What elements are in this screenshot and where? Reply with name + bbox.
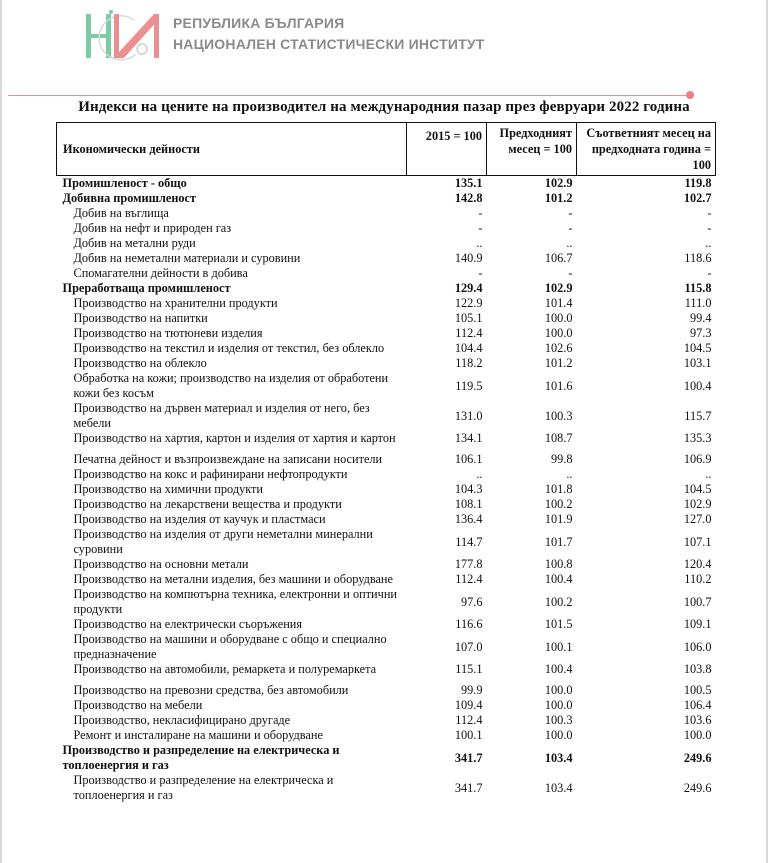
page-border-left (0, 0, 2, 863)
table-row (57, 326, 716, 341)
table-row (57, 572, 716, 587)
index-prev-month-cell: 101.5 (544, 617, 573, 631)
activity-cell: Производство и разпределение на електрическа и топлоенергия и газ (62, 743, 340, 772)
index-2015-cell: 99.9 (460, 683, 483, 697)
activity-cell: Производство на изделия от други неметални минерални суровини (73, 527, 373, 556)
activity-cell: Добив на неметални материали и суровини (73, 251, 301, 265)
index-prev-month-cell: 106.7 (544, 251, 573, 265)
table-row (57, 356, 716, 371)
activity-cell: Обработка на кожи; производство на изделия от обработени кожи без косъм (73, 371, 389, 400)
activity-cell: Добив на нефт и природен газ (73, 221, 232, 235)
activity-cell: Производство на химични продукти (73, 482, 263, 496)
activity-cell: Производство, некласифицирано другаде (73, 713, 291, 727)
table-row (57, 371, 716, 401)
index-prev-year-cell: - (707, 266, 712, 280)
activity-cell: Производство на хартия, картон и изделия от хартия и картон (73, 431, 396, 445)
index-2015-cell: 341.7 (454, 780, 483, 795)
activity-cell: Производство на напитки (73, 311, 208, 325)
index-2015-cell: 140.9 (454, 251, 483, 265)
index-prev-month-cell: 100.4 (544, 662, 573, 676)
index-2015-cell: 122.9 (454, 296, 483, 310)
index-prev-month-cell: 100.2 (544, 497, 573, 511)
activity-cell: Производство на текстил и изделия от текстил, без облекло (73, 341, 385, 355)
index-prev-month-cell: 100.4 (544, 572, 573, 586)
table-row (57, 191, 716, 206)
index-2015-cell: 129.4 (454, 281, 483, 295)
activity-cell: Производство на лекарствени вещества и продукти (73, 497, 342, 511)
activity-cell: Добив на въглища (73, 206, 169, 220)
table-row (57, 557, 716, 572)
index-prev-year-cell: 106.9 (683, 452, 712, 466)
price-index-table-wrapper (56, 122, 715, 803)
activity-cell: Производство на изделия от каучук и пластмаси (73, 512, 326, 526)
activity-cell: Производство на основни метали (73, 557, 249, 571)
activity-cell: Спомагателни дейности в добива (73, 266, 248, 280)
index-prev-year-cell: 103.6 (683, 713, 712, 727)
table-row (57, 713, 716, 728)
index-prev-year-cell: 102.9 (683, 497, 712, 511)
index-prev-year-cell: 97.3 (689, 326, 712, 340)
index-prev-month-cell: 100.2 (544, 594, 573, 609)
activity-cell: Производство на електрически съоръжения (73, 617, 303, 631)
index-2015-cell: 112.4 (455, 572, 483, 586)
index-prev-month-cell: 101.2 (544, 191, 573, 205)
index-2015-cell: 106.1 (454, 452, 483, 466)
activity-cell: Производство и разпределение на електрическа и топлоенергия и газ (73, 773, 334, 802)
table-row (57, 698, 716, 713)
table-row (57, 311, 716, 326)
table-row (57, 446, 716, 467)
activity-cell: Печатна дейност и възпроизвеждане на записани носители (73, 452, 383, 466)
table-row (57, 497, 716, 512)
table-row (57, 221, 716, 236)
index-prev-month-cell: 101.4 (544, 296, 573, 310)
divider-dot-icon (686, 91, 694, 99)
table-header-row (57, 123, 716, 176)
org-line-country: РЕПУБЛИКА БЪЛГАРИЯ (173, 15, 345, 31)
table-row (57, 281, 716, 296)
index-2015-cell: 114.7 (455, 534, 483, 549)
index-prev-year-cell: - (707, 221, 712, 235)
index-2015-cell: 105.1 (454, 311, 483, 325)
index-prev-year-cell: 120.4 (683, 557, 712, 571)
index-2015-cell: 118.2 (455, 356, 483, 370)
table-row (57, 743, 716, 773)
index-2015-cell: 108.1 (454, 497, 483, 511)
table-body (57, 176, 716, 804)
index-prev-month-cell: 100.0 (544, 698, 573, 712)
index-prev-month-cell: 100.0 (544, 728, 573, 742)
index-2015-cell: 100.1 (454, 728, 483, 742)
index-prev-year-cell: 109.1 (683, 617, 712, 631)
index-prev-year-cell: 115.8 (684, 281, 712, 295)
index-prev-month-cell: 103.4 (544, 750, 573, 765)
index-prev-month-cell: 108.7 (544, 431, 573, 445)
table-row (57, 296, 716, 311)
index-prev-month-cell: 99.8 (550, 452, 573, 466)
table-row (57, 341, 716, 356)
index-prev-month-cell: 100.0 (544, 683, 573, 697)
table-row (57, 662, 716, 677)
index-2015-cell: - (478, 266, 483, 280)
index-prev-month-cell: - (568, 266, 573, 280)
index-prev-year-cell: 107.1 (683, 534, 712, 549)
index-prev-month-cell: - (568, 221, 573, 235)
column-header-prev-month: Предходният месец = 100 (487, 123, 577, 176)
header-divider (8, 95, 690, 96)
index-prev-month-cell: 101.8 (544, 482, 573, 496)
table-row (57, 206, 716, 221)
organization-name (173, 13, 485, 55)
index-2015-cell: 341.7 (454, 750, 483, 765)
index-2015-cell: 116.6 (455, 617, 483, 631)
index-prev-year-cell: 249.6 (683, 780, 712, 795)
index-prev-month-cell: 100.0 (544, 326, 573, 340)
column-header-activity: Икономически дейности (57, 123, 407, 176)
index-2015-cell: .. (476, 236, 483, 250)
index-prev-year-cell: 103.1 (683, 356, 712, 370)
index-prev-month-cell: 100.3 (544, 713, 573, 727)
activity-cell: Преработваща промишленост (62, 281, 231, 295)
index-prev-month-cell: 101.2 (544, 356, 573, 370)
index-prev-month-cell: 100.0 (544, 311, 573, 325)
activity-cell: Промишленост - общо (62, 176, 187, 190)
index-prev-month-cell: 100.3 (544, 408, 573, 423)
index-2015-cell: 115.1 (455, 662, 483, 676)
activity-cell: Производство на автомобили, ремаркета и полуремаркета (73, 662, 377, 676)
index-2015-cell: 136.4 (454, 512, 483, 526)
index-prev-month-cell: 101.9 (544, 512, 573, 526)
index-prev-month-cell: .. (566, 467, 573, 481)
index-prev-year-cell: 99.4 (689, 311, 712, 325)
index-prev-month-cell: 100.8 (544, 557, 573, 571)
index-2015-cell: 142.8 (454, 191, 483, 205)
index-2015-cell: 107.0 (454, 639, 483, 654)
index-2015-cell: 112.4 (455, 713, 483, 727)
index-prev-year-cell: 106.0 (683, 639, 712, 654)
index-prev-year-cell: 115.7 (684, 408, 712, 423)
activity-cell: Добив на метални руди (73, 236, 196, 250)
table-row (57, 773, 716, 803)
index-2015-cell: 119.5 (455, 378, 483, 393)
table-row (57, 431, 716, 446)
index-2015-cell: .. (476, 467, 483, 481)
table-row (57, 728, 716, 743)
index-2015-cell: 135.1 (454, 176, 483, 190)
index-prev-year-cell: 100.7 (683, 594, 712, 609)
table-row (57, 467, 716, 482)
index-prev-year-cell: 110.2 (684, 572, 712, 586)
index-2015-cell: 177.8 (454, 557, 483, 571)
table-row (57, 632, 716, 662)
index-prev-month-cell: 102.9 (544, 176, 573, 190)
table-row (57, 512, 716, 527)
activity-cell: Ремонт и инсталиране на машини и оборудване (73, 728, 323, 742)
table-row (57, 236, 716, 251)
index-prev-year-cell: 100.0 (683, 728, 712, 742)
index-prev-year-cell: 127.0 (683, 512, 712, 526)
index-prev-year-cell: 104.5 (683, 482, 712, 496)
index-2015-cell: 109.4 (454, 698, 483, 712)
index-prev-year-cell: 119.8 (684, 176, 712, 190)
price-index-table (56, 122, 716, 803)
table-row (57, 251, 716, 266)
index-2015-cell: 134.1 (454, 431, 483, 445)
index-prev-year-cell: 103.8 (683, 662, 712, 676)
nsi-logo-icon (84, 6, 164, 62)
table-row (57, 617, 716, 632)
index-prev-month-cell: 100.1 (544, 639, 573, 654)
table-row (57, 677, 716, 698)
activity-cell: Производство на дървен материал и изделия от него, без мебели (73, 401, 370, 430)
index-prev-month-cell: 102.6 (544, 341, 573, 355)
index-prev-year-cell: .. (705, 236, 712, 250)
index-2015-cell: - (478, 206, 483, 220)
index-prev-month-cell: .. (566, 236, 573, 250)
index-prev-month-cell: 101.6 (544, 378, 573, 393)
index-prev-year-cell: 118.6 (684, 251, 712, 265)
activity-cell: Производство на хранителни продукти (73, 296, 278, 310)
index-prev-year-cell: - (707, 206, 712, 220)
activity-cell: Производство на кокс и рафинирани нефтопродукти (73, 467, 348, 481)
table-row (57, 401, 716, 431)
index-2015-cell: 104.4 (454, 341, 483, 355)
column-header-prev-year: Съответният месец на предходната година = 100 (577, 123, 716, 176)
index-2015-cell: 104.3 (454, 482, 483, 496)
index-prev-year-cell: 135.3 (683, 431, 712, 445)
activity-cell: Производство на машини и оборудване с общо и специално предназначение (73, 632, 387, 661)
index-prev-year-cell: 249.6 (683, 750, 712, 765)
index-prev-year-cell: 102.7 (683, 191, 712, 205)
index-prev-month-cell: 103.4 (544, 780, 573, 795)
org-line-institute: НАЦИОНАЛЕН СТАТИСТИЧЕСКИ ИНСТИТУТ (173, 36, 485, 52)
index-prev-month-cell: 101.7 (544, 534, 573, 549)
activity-cell: Производство на облекло (73, 356, 207, 370)
activity-cell: Производство на тютюневи изделия (73, 326, 263, 340)
activity-cell: Производство на метални изделия, без машини и оборудване (73, 572, 393, 586)
activity-cell: Производство на мебели (73, 698, 203, 712)
index-prev-year-cell: 100.5 (683, 683, 712, 697)
index-2015-cell: 112.4 (455, 326, 483, 340)
index-prev-year-cell: 111.0 (684, 296, 712, 310)
index-prev-month-cell: - (568, 206, 573, 220)
index-prev-year-cell: .. (705, 467, 712, 481)
index-2015-cell: 97.6 (460, 594, 483, 609)
page-title: Индекси на цените на производител на международния пазар през февруари 2022 година (78, 99, 690, 115)
table-row (57, 587, 716, 617)
table-row (57, 266, 716, 281)
column-header-2015: 2015 = 100 (407, 123, 487, 176)
index-2015-cell: - (478, 221, 483, 235)
index-prev-year-cell: 100.4 (683, 378, 712, 393)
index-2015-cell: 131.0 (454, 408, 483, 423)
index-prev-month-cell: 102.9 (544, 281, 573, 295)
table-row (57, 176, 716, 192)
activity-cell: Производство на превозни средства, без автомобили (73, 683, 349, 697)
index-prev-year-cell: 106.4 (683, 698, 712, 712)
table-row (57, 482, 716, 497)
activity-cell: Добивна промишленост (62, 191, 197, 205)
table-row (57, 527, 716, 557)
activity-cell: Производство на компютърна техника, електронни и оптични продукти (73, 587, 397, 616)
index-prev-year-cell: 104.5 (683, 341, 712, 355)
